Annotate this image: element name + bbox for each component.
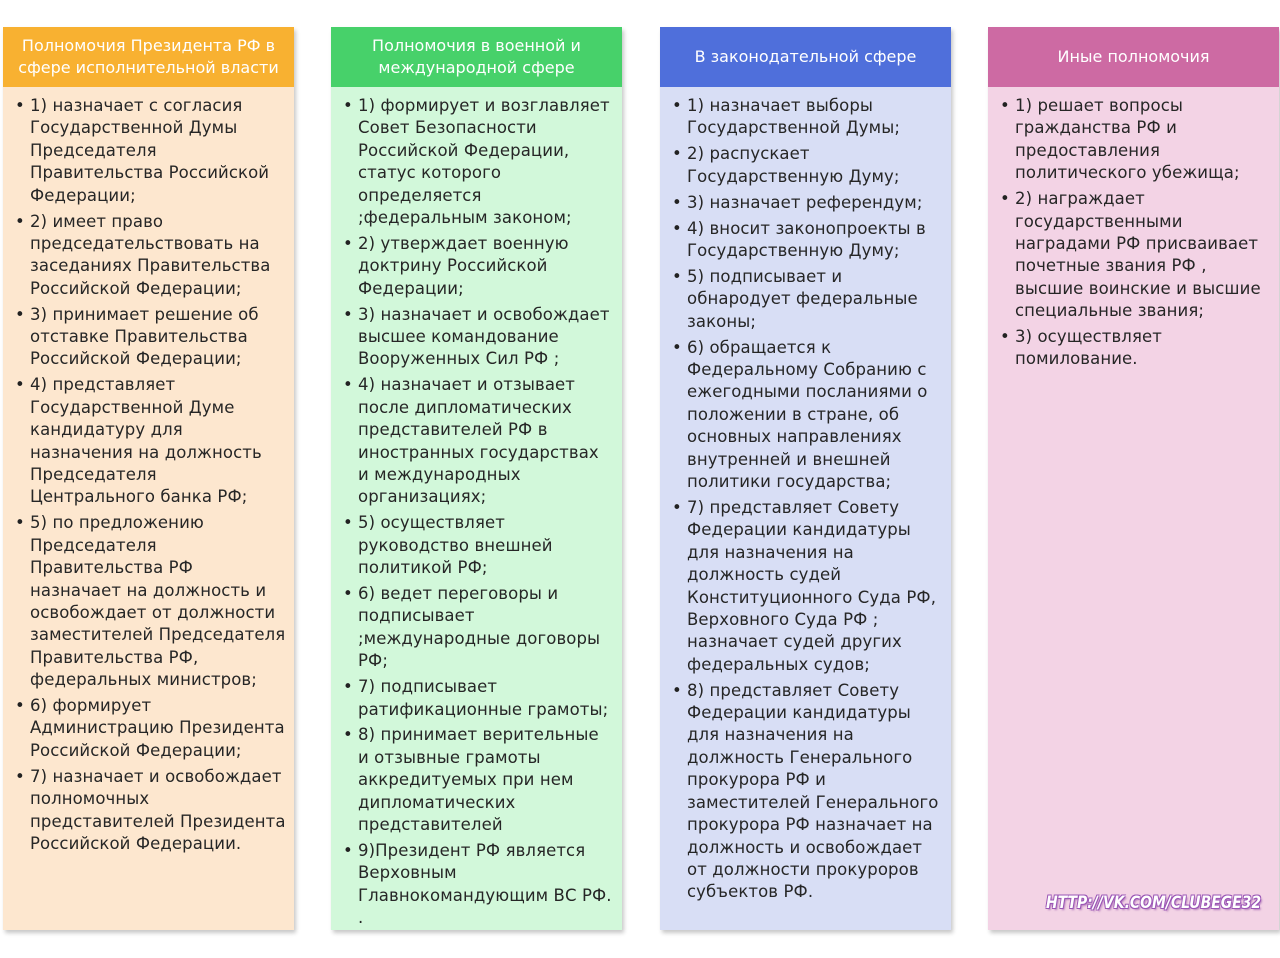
- bullet-icon: •: [1000, 96, 1010, 115]
- list-item-text: 5) по предложению Председателя Правительства РФ назначает на должность и освобождает от должности заместителей Председателя Правительства РФ, федеральных министров;: [30, 513, 286, 690]
- watermark-link: HTTP://VK.COM/CLUBEGE32: [1046, 893, 1262, 913]
- list-item: [9, 695, 286, 762]
- list-item: [337, 840, 614, 930]
- list-item: [666, 218, 943, 263]
- column-other-powers: [988, 27, 1279, 930]
- list-item: [666, 680, 943, 904]
- list-item: [994, 95, 1271, 185]
- bullet-icon: •: [672, 192, 682, 212]
- powers-list: [666, 95, 943, 904]
- bullet-icon: •: [15, 513, 25, 533]
- bullet-icon: •: [343, 841, 353, 860]
- bullet-icon: •: [343, 375, 353, 395]
- list-item-text: 1) назначает выборы Государственной Думы;: [687, 96, 900, 138]
- list-item: [9, 512, 286, 691]
- column-header: В законодательной сфере: [660, 27, 951, 87]
- list-item-text: 6) формирует Администрацию Президента Российской Федерации;: [30, 696, 285, 760]
- list-item: [9, 766, 286, 856]
- column-header: Иные полномочия: [988, 27, 1279, 87]
- list-item: [337, 95, 614, 229]
- list-item-text: 4) назначает и отзывает после дипломатических представителей РФ в иностранных государствах и международных организациях;: [358, 375, 599, 507]
- list-item: [994, 188, 1271, 322]
- column-military-international-powers: [331, 27, 622, 930]
- bullet-icon: •: [15, 375, 25, 395]
- column-body: [3, 87, 294, 855]
- list-item-text: 1) формирует и возглавляет Совет Безопасности Российской Федерации, статус которого определяется ;федеральным законом;: [358, 96, 610, 228]
- list-item-text: 4) представляет Государственной Думе кандидатуру для назначения на должность Председателя Центрального банка РФ;: [30, 375, 262, 507]
- bullet-icon: •: [343, 677, 353, 697]
- list-item-text: 2) распускает Государственную Думу;: [687, 144, 900, 186]
- bullet-icon: •: [1000, 327, 1010, 347]
- list-item: [9, 211, 286, 301]
- column-header: Полномочия в военной и международной сфере: [331, 27, 622, 87]
- column-legislative-powers: [660, 27, 951, 930]
- powers-list: [9, 95, 286, 855]
- list-item-text: 6) ведет переговоры и подписывает ;международные договоры РФ;: [358, 584, 601, 671]
- list-item: [666, 192, 943, 214]
- bullet-icon: •: [672, 218, 682, 238]
- list-item-text: 3) назначает референдум;: [687, 192, 923, 212]
- bullet-icon: •: [343, 96, 353, 115]
- column-body: [988, 87, 1279, 371]
- list-item-text: 2) имеет право председательствовать на заседаниях Правительства Российской Федерации;: [30, 211, 271, 298]
- list-item-text: 3) принимает решение об отставке Правительства Российской Федерации;: [30, 304, 259, 369]
- bullet-icon: •: [15, 304, 25, 324]
- bullet-icon: •: [343, 304, 353, 324]
- list-item-text: 7) подписывает ратификационные грамоты;: [358, 677, 609, 719]
- column-body: [660, 87, 951, 904]
- list-item-text: 8) принимает верительные и отзывные грамоты аккредитуемых при нем дипломатических представителей: [358, 725, 599, 835]
- powers-list: [337, 95, 614, 930]
- list-item-text: 5) подписывает и обнародует федеральные законы;: [687, 266, 918, 331]
- bullet-icon: •: [343, 725, 353, 745]
- list-item: [337, 374, 614, 508]
- bullet-icon: •: [343, 584, 353, 604]
- list-item-text: 2) награждает государственными наградами РФ присваивает почетные звания РФ , высшие воинские и высшие специальные звания;: [1015, 189, 1261, 321]
- column-body: [331, 87, 622, 930]
- list-item-text: 9)Президент РФ является Верховным Главнокомандующим ВС РФ. .: [358, 841, 612, 928]
- bullet-icon: •: [343, 233, 353, 253]
- bullet-icon: •: [15, 696, 25, 716]
- list-item: [994, 326, 1271, 371]
- list-item-text: 7) представляет Совету Федерации кандидатуры для назначения на должность судей Конституционного Суда РФ, Верховного Суда РФ ; назначает судей других федеральных судов;: [687, 497, 937, 674]
- list-item: [666, 95, 943, 140]
- list-item: [337, 304, 614, 371]
- bullet-icon: •: [672, 497, 682, 517]
- bullet-icon: •: [343, 513, 353, 533]
- list-item-text: 2) утверждает военную доктрину Российской Федерации;: [358, 233, 569, 298]
- list-item: [337, 724, 614, 836]
- bullet-icon: •: [672, 144, 682, 164]
- list-item: [666, 266, 943, 333]
- bullet-icon: •: [15, 766, 25, 786]
- list-item-text: 3) осуществляет помилование.: [1015, 327, 1162, 369]
- powers-list: [994, 95, 1271, 371]
- list-item: [666, 143, 943, 188]
- list-item-text: 8) представляет Совету Федерации кандидатуры для назначения на должность Генерального прокурора РФ и заместителей Генерального прокурора РФ назначает на должность и освобождает от должности прокуроров субъектов РФ.: [687, 680, 939, 902]
- bullet-icon: •: [15, 211, 25, 231]
- column-executive-powers: [3, 27, 294, 930]
- bullet-icon: •: [672, 337, 682, 357]
- bullet-icon: •: [15, 96, 25, 115]
- list-item-text: 3) назначает и освобождает высшее командование Вооруженных Сил РФ ;: [358, 304, 610, 369]
- list-item-text: 5) осуществляет руководство внешней политикой РФ;: [358, 513, 553, 578]
- list-item-text: 1) назначает с согласия Государственной Думы Председателя Правительства Российской Федерации;: [30, 96, 270, 205]
- list-item: [337, 233, 614, 300]
- bullet-icon: •: [672, 680, 682, 700]
- list-item: [9, 374, 286, 508]
- column-header: Полномочия Президента РФ в сфере исполнительной власти: [3, 27, 294, 87]
- list-item: [337, 512, 614, 579]
- list-item: [9, 304, 286, 371]
- list-item: [666, 337, 943, 494]
- list-item: [337, 583, 614, 673]
- bullet-icon: •: [1000, 189, 1010, 209]
- list-item-text: 7) назначает и освобождает полномочных представителей Президента Российской Федерации.: [30, 766, 286, 853]
- list-item: [337, 676, 614, 721]
- list-item: [666, 497, 943, 676]
- bullet-icon: •: [672, 266, 682, 286]
- list-item-text: 6) обращается к Федеральному Собранию с ежегодными посланиями о положении в стране, об основных направлениях внутренней и внешней политики государства;: [687, 337, 928, 491]
- bullet-icon: •: [672, 96, 682, 115]
- list-item-text: 4) вносит законопроекты в Государственную Думу;: [687, 218, 926, 260]
- list-item: [9, 95, 286, 207]
- list-item-text: 1) решает вопросы гражданства РФ и предоставления политического убежища;: [1015, 96, 1240, 183]
